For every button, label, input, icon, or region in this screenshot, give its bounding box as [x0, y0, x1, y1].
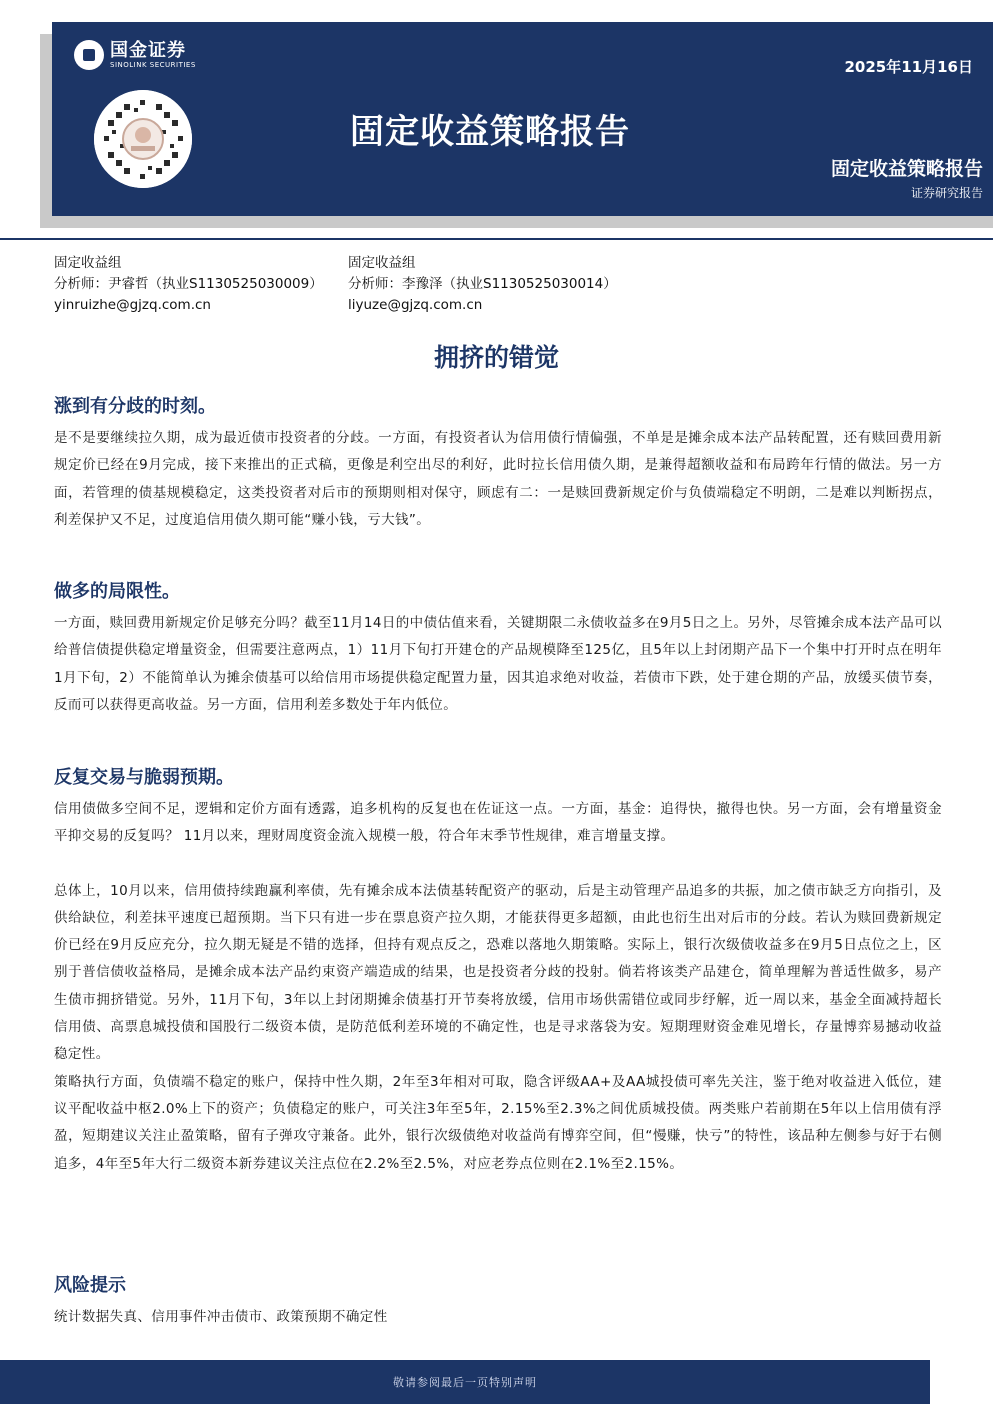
section-1	[54, 395, 942, 534]
analyst-email[interactable]: yinruizhe@gjzq.com.cn	[54, 297, 211, 313]
analyst-name: 分析师：李豫泽（执业S1130525030014）	[348, 276, 617, 292]
section-2	[54, 580, 942, 719]
header-rule	[0, 238, 993, 240]
footer-text: 敬请参阅最后一页特别声明	[393, 1376, 537, 1389]
section-paragraph: 总体上，10月以来，信用债持续跑赢利率债，先有摊余成本法债基转配资产的驱动，后是主动管理产品追多的共振，加之债市缺乏方向指引，及供给缺位，利差抹平速度已超预期。当下只有进一步在票息资产拉久期，才能获得更多超额，由此也衍生出对后市的分歧。若认为赎回费新规定价已经在9月反应充分，拉久期无疑是不错的选择，但持有观点反之，恐难以落地久期策略。实际上，银行次级债收益多在9月5日点位之上，区别于普信债收益格局，是摊余成本法产品约束资产端造成的结果，也是投资者分歧的投射。倘若将该类产品建仓，简单理解为普适性做多，易产生债市拥挤错觉。另外，11月下旬，3年以上封闭期摊余债基打开节奏将放缓，信用市场供需错位或同步纾解，近一周以来，基金全面减持超长信用债、高票息城投债和国股行二级资本债，是防范低利差环境的不确定性，也是寻求落袋为安。短期理财资金难见增长，存量博弈易撼动收益稳定性。	[54, 882, 942, 1063]
logo-mark-icon	[74, 40, 104, 70]
section-paragraph: 一方面，赎回费用新规定价足够充分吗？截至11月14日的中债估值来看，关键期限二永债收益多在9月5日之上。另外，尽管摊余成本法产品可以给普信债提供稳定增量资金，但需要注意两点，1）11月下旬打开建仓的产品规模降至125亿，且5年以上封闭期产品下一个集中打开时点在明年1月下旬，2）不能简单认为摊余债基可以给信用市场提供稳定配置力量，因其追求绝对收益，若债市下跌，处于建仓期的产品，放缓买债节奏，反而可以获得更高收益。另一方面，信用利差多数处于年内低位。	[54, 615, 942, 713]
banner-title: 固定收益策略报告	[350, 112, 630, 152]
section-paragraph: 统计数据失真、信用事件冲击债市、政策预期不确定性	[54, 1309, 388, 1325]
analyst-email[interactable]: liyuze@gjzq.com.cn	[348, 297, 483, 313]
company-logo	[74, 40, 196, 70]
section-paragraph: 是不是要继续拉久期，成为最近债市投资者的分歧。一方面，有投资者认为信用债行情偏强，不单是是摊余成本法产品转配置，还有赎回费用新规定价已经在9月完成，接下来推出的正式稿，更像是利空出尽的利好，此时拉长信用债久期，是兼得超额收益和布局跨年行情的做法。另一方面，若管理的债基规模稳定，这类投资者对后市的预期则相对保守，顾虑有二：一是赎回费新规定价与负债端稳定不明朗，二是难以判断拐点，利差保护又不足，过度追信用债久期可能“赚小钱，亏大钱”。	[54, 430, 942, 528]
logo-en: SINOLINK SECURITIES	[110, 60, 196, 69]
section-heading: 反复交易与脆弱预期。	[54, 767, 234, 788]
logo-cn: 国金证券	[110, 39, 186, 61]
section-heading: 涨到有分歧的时刻。	[54, 396, 216, 417]
analyst-name: 分析师：尹睿哲（执业S1130525030009）	[54, 276, 323, 292]
section-3	[54, 766, 942, 1178]
qr-code-icon	[94, 90, 192, 188]
header-banner	[52, 22, 993, 216]
analyst-group: 固定收益组	[54, 255, 122, 271]
report-type: 证券研究报告	[910, 186, 983, 200]
section-heading: 做多的局限性。	[54, 581, 180, 602]
section-paragraph: 信用债做多空间不足，逻辑和定价方面有透露，追多机构的反复也在佐证这一点。一方面，基金：追得快，撤得也快。另一方面，会有增量资金平抑交易的反复吗？ 11月以来，理财周度资金流入规模一般，符合年末季节性规律，难言增量支撑。	[54, 801, 942, 845]
analyst-block	[348, 253, 617, 316]
report-date: 2025年11月16日	[844, 58, 973, 76]
section-paragraph: 策略执行方面，负债端不稳定的账户，保持中性久期，2年至3年相对可取，隐含评级AA+及AA城投债可率先关注，鉴于绝对收益进入低位，建议平配收益中枢2.0%上下的资产；负债稳定的账户，可关注3年至5年，2.15%至2.3%之间优质城投债。两类账户若前期在5年以上信用债有浮盈，短期建议关注止盈策略，留有子弹攻守兼备。此外，银行次级债绝对收益尚有博弈空间，但“慢赚，快亏”的特性，该品种左侧参与好于右侧追多，4年至5年大行二级资本新券建议关注点位在2.2%至2.5%，对应老券点位则在2.1%至2.15%。	[54, 1073, 942, 1172]
footer-disclaimer	[0, 1360, 930, 1404]
analyst-block	[54, 253, 323, 316]
document-title: 拥挤的错觉	[433, 343, 559, 372]
analyst-group: 固定收益组	[348, 255, 416, 271]
section-4	[54, 1274, 942, 1331]
section-heading: 风险提示	[54, 1275, 126, 1296]
report-category: 固定收益策略报告	[830, 158, 983, 180]
